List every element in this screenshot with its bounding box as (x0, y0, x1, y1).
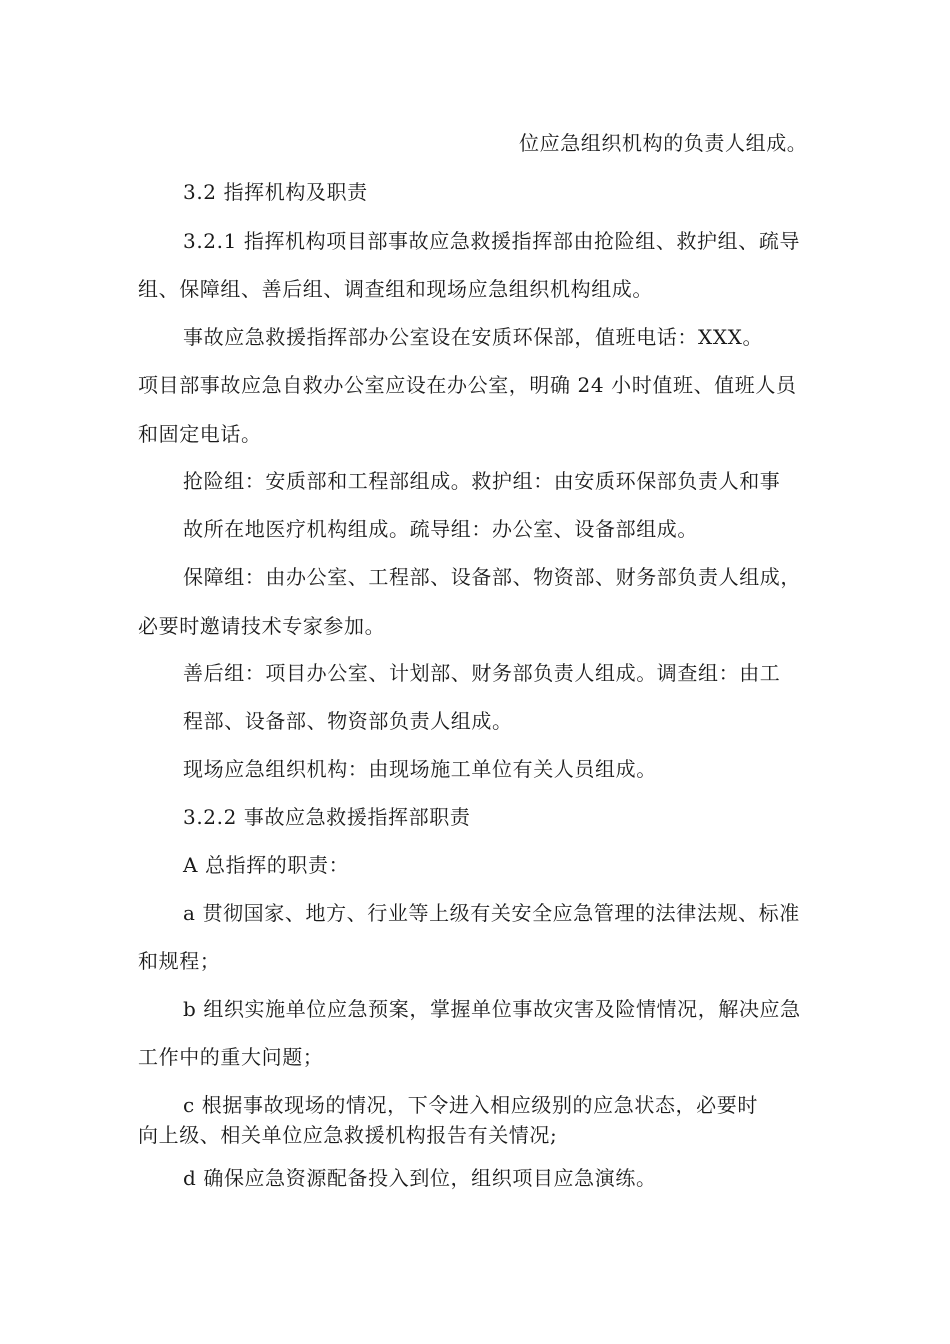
text-line: 和固定电话。 (138, 422, 262, 446)
text-line: 和规程； (138, 949, 221, 973)
text-line: c 根据事故现场的情况，下令进入相应级别的应急状态，必要时 (183, 1093, 758, 1117)
text-line: 3.2.1 指挥机构项目部事故应急救援指挥部由抢险组、救护组、疏导 (183, 229, 801, 253)
section-heading: 3.2.2 事故应急救援指挥部职责 (183, 805, 471, 829)
text-line: 必要时邀请技术专家参加。 (138, 614, 386, 638)
text-line: A 总指挥的职责： (183, 853, 350, 877)
text-line: 现场应急组织机构：由现场施工单位有关人员组成。 (183, 757, 657, 781)
text-line: 工作中的重大问题； (138, 1045, 324, 1069)
text-line: 抢险组：安质部和工程部组成。救护组：由安质环保部负责人和事 (183, 469, 781, 493)
text-line: 程部、设备部、物资部负责人组成。 (183, 709, 513, 733)
text-line: 项目部事故应急自救办公室应设在办公室，明确 24 小时值班、值班人员 (138, 373, 797, 397)
text-line: 故所在地医疗机构组成。疏导组：办公室、设备部组成。 (183, 517, 698, 541)
text-line: 组、保障组、善后组、调查组和现场应急组织机构组成。 (138, 277, 653, 301)
text-line: 善后组：项目办公室、计划部、财务部负责人组成。调查组：由工 (183, 661, 781, 685)
text-line: 向上级、相关单位应急救援机构报告有关情况; (138, 1123, 558, 1147)
text-line: 保障组：由办公室、工程部、设备部、物资部、财务部负责人组成， (183, 565, 801, 589)
text-line: 事故应急救援指挥部办公室设在安质环保部，值班电话：XXX。 (183, 325, 764, 349)
text-line: b 组织实施单位应急预案，掌握单位事故灾害及险情情况，解决应急 (183, 997, 801, 1021)
text-line: a 贯彻国家、地方、行业等上级有关安全应急管理的法律法规、标准 (183, 901, 800, 925)
section-heading: 3.2 指挥机构及职责 (183, 180, 368, 204)
text-line: 位应急组织机构的负责人组成。 (519, 131, 808, 155)
text-line: d 确保应急资源配备投入到位，组织项目应急演练。 (183, 1166, 657, 1190)
